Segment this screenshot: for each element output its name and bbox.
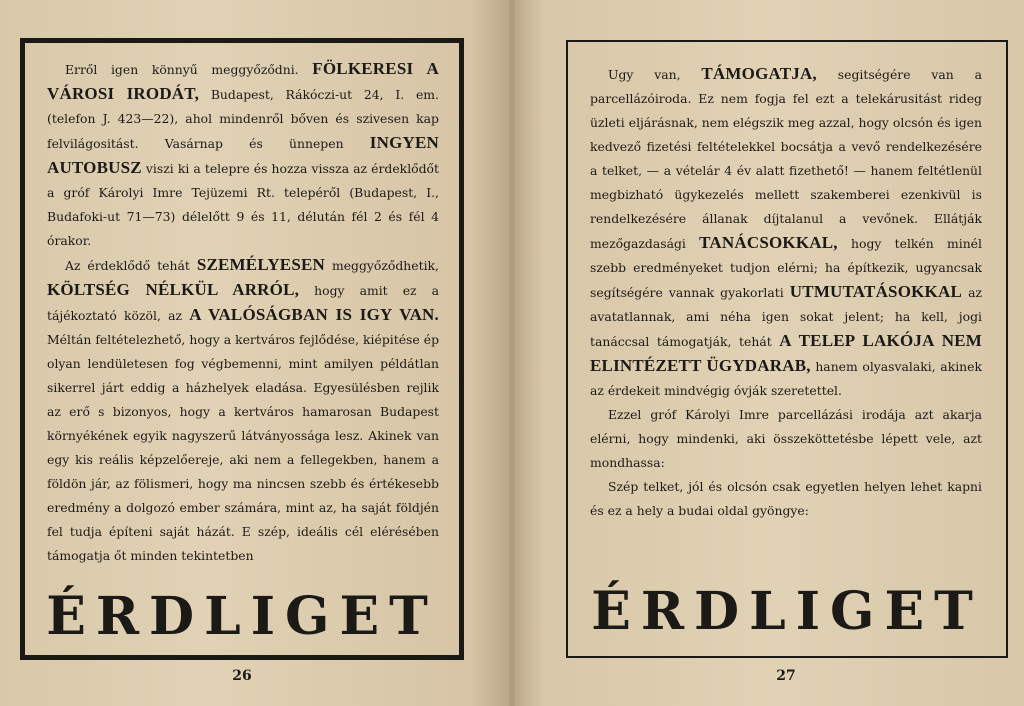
text-run: hogy telkén minél szebb eredményeket tudjon elérni; ha építkezik, ugyancsak segítségére vannak gyakorlati [590, 236, 982, 300]
left-paragraph-1 [47, 57, 439, 253]
emphasis-text: A VALÓSÁGBAN IS IGY VAN. [189, 305, 439, 324]
emphasis-text: TANÁCSOKKAL, [699, 233, 838, 252]
text-run: Az érdeklődő tehát [65, 258, 190, 273]
emphasis-text: A TELEP LAKÓJA NEM ELINTÉZETT ÜGYDARAB, [590, 331, 982, 375]
page-number-right: 27 [776, 668, 796, 684]
text-run: hogy amit ez a tájékoztató közöl, az [47, 283, 439, 323]
text-run: meggyőződhetik, [331, 258, 439, 273]
text-run: Méltán feltételezhető, hogy a kertváros fejlődése, kiépitése ép olyan lendületesen fog végbemenni, mint amilyen példátlan sikerrel járt eddig a házhelyek eladása. Egyesülésben rejlik az erő s bizonyos, hogy a kertváros hamarosan Budapest környékének egyik nagyszerű látványossága lesz. Akinek van egy kis reális képzelőereje, aki nem a fellegekben, hanem a földön jár, az fölismeri, hogy ma nincsen szebb és értékesebb eredmény a dolgozó ember számára, mint az, ha saját földjén fel tudja építeni saját házát. E szép, ideális cél elérésében támogatja őt minden tekintetben [47, 332, 439, 563]
page-number-left: 26 [232, 668, 252, 684]
text-run: Ugy van, [608, 67, 681, 82]
right-page-body [590, 62, 982, 523]
text-run: segitségére van a parcellázóiroda. Ez nem fogja fel ezt a telekárusitást rideg üzleti eljárásnak, nem elégszik meg azzal, hogy olcsón és igen kedvező fizetési feltételekkel bocsátja a vevő rendelkezésére a telket, — a vételár 4 év alatt fizethető! — hanem feltétlenül megbizható ügykezelés mellett szakemberei ezenkivül is rendelkezésére állanak díjtalanul a vevőnek. Ellátják mezőgazdasági [590, 67, 982, 251]
emphasis-text: SZEMÉLYESEN [196, 255, 326, 274]
emphasis-text: FÖLKERESI A VÁROSI IRODÁT, [47, 59, 440, 103]
left-paragraph-2 [47, 253, 439, 568]
erdliget-title-left: ÉRDLIGET [46, 586, 438, 647]
right-paragraph-3: Szép telket, jól és olcsón csak egyetlen helyen lehet kapni és ez a hely a budai oldal gyöngye: [590, 479, 982, 518]
right-page-frame [566, 40, 1008, 658]
text-run: Erről igen könnyű meggyőződni. [65, 62, 299, 77]
left-page-frame [20, 38, 464, 660]
text-run: Budapest, Rákóczi-ut 24, I. em. (telefon J. 423—22), ahol mindenről bőven és szivesen kap felvilágositást. Vasárnap és ünnepen [47, 87, 439, 151]
right-paragraph-1 [590, 62, 982, 403]
emphasis-text: UTMUTATÁSOKKAL [789, 282, 962, 301]
right-paragraph-2: Ezzel gróf Károlyi Imre parcellázási irodája azt akarja elérni, hogy mindenki, aki összeköttetésbe lépett vele, azt mondhassa: [590, 407, 982, 470]
emphasis-text: TÁMOGATJA, [701, 64, 817, 83]
erdliget-title-right: ÉRDLIGET [591, 581, 983, 642]
text-run: viszi ki a telepre és hozza vissza az érdeklődőt a gróf Károlyi Imre Tejüzemi Rt. telepéről (Budapest, I., Budafoki-ut 71—73) délelőtt 9 és 11, délután fél 2 és fél 4 órakor. [47, 161, 439, 248]
book-gutter [509, 0, 515, 706]
emphasis-text: KÖLTSÉG NÉLKÜL ARRÓL, [47, 280, 300, 299]
left-page-body [47, 57, 439, 568]
text-run: az avatatlannak, ami néha igen sokat jelent; ha kell, jogi tanáccsal támogatják, tehát [590, 285, 982, 349]
text-run: hanem olyasvalaki, akinek az érdekeit mindvégig óvják szeretettel. [590, 359, 982, 398]
emphasis-text: INGYEN AUTOBUSZ [47, 133, 439, 177]
